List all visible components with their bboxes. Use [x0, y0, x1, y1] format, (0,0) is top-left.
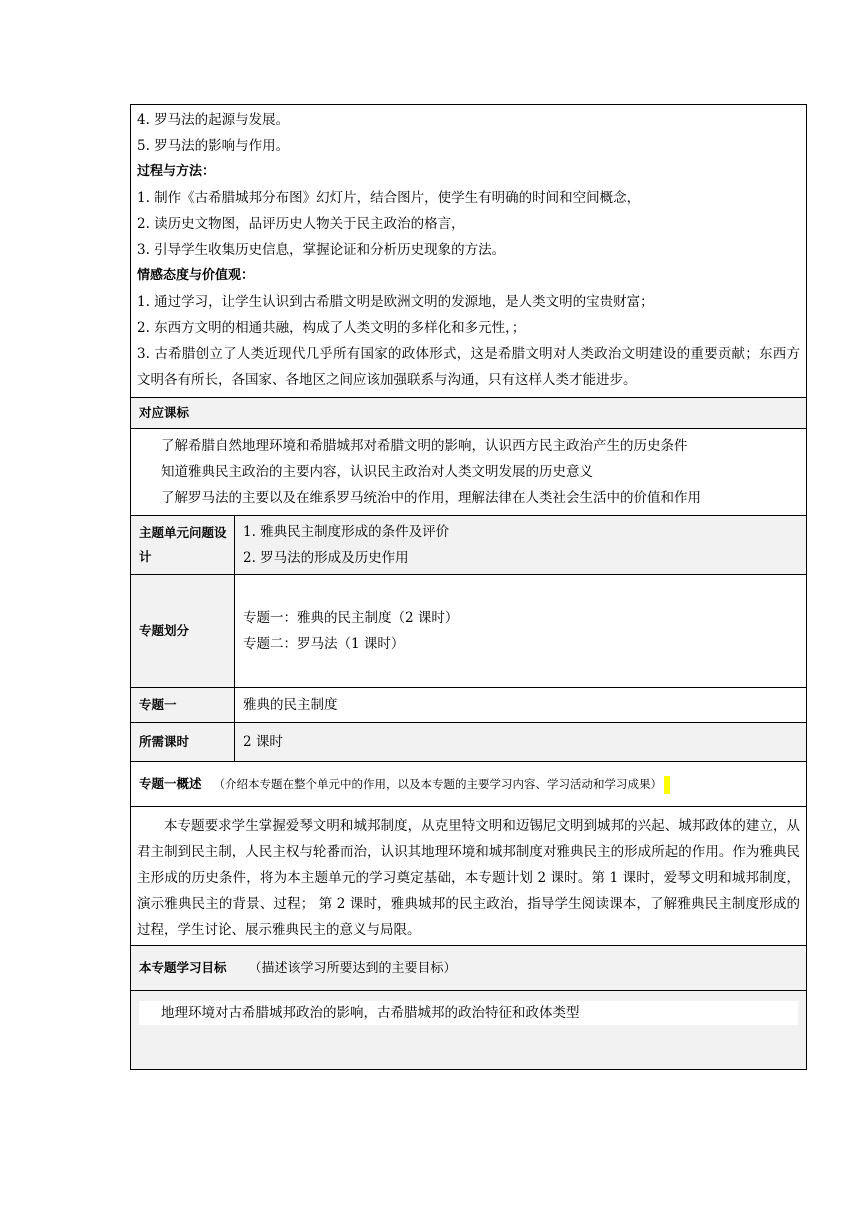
standards-list: [131, 429, 806, 513]
unit-question-item: 1. 雅典民主制度形成的条件及评价: [243, 524, 450, 540]
topic-item: 专题二：罗马法（1 课时）: [243, 636, 405, 652]
goals-header-row: [131, 946, 807, 991]
hours-label: 所需课时: [131, 723, 235, 762]
process-item: 2. 读历史文物图，品评历史人物关于民主政治的格言，: [137, 216, 465, 232]
topic1-label: 专题一: [131, 688, 235, 723]
topics-row: [131, 575, 807, 688]
objective-item: 4. 罗马法的起源与发展。: [137, 112, 290, 128]
unit-questions-list: [235, 516, 807, 575]
emotion-value-heading: 情感态度与价值观：: [137, 268, 255, 283]
topic-item: 专题一：雅典的民主制度（2 课时）: [243, 610, 459, 626]
objectives-cell: [131, 105, 806, 395]
process-method-heading: 过程与方法：: [137, 164, 216, 179]
standards-header-row: [131, 398, 807, 429]
topics-label: 专题划分: [131, 575, 235, 688]
objectives-row: [131, 105, 807, 398]
overview-label: 专题一概述: [139, 776, 202, 791]
goals-note: （描述该学习所要达到的主要目标）: [248, 960, 457, 976]
objective-item: 5. 罗马法的影响与作用。: [137, 138, 290, 154]
hours-value: 2 课时: [235, 723, 807, 762]
lesson-plan-table: [130, 104, 807, 1070]
overview-text-row: [131, 807, 807, 946]
goals-header: [131, 946, 807, 991]
emotion-item: 2. 东西方文明的相通共融，构成了人类文明的多样化和多元性，；: [137, 320, 526, 336]
highlight-mark: [664, 776, 670, 794]
hours-row: [131, 723, 807, 762]
topic1-row: [131, 688, 807, 723]
unit-questions-row: [131, 516, 807, 575]
unit-question-item: 2. 罗马法的形成及历史作用: [243, 550, 409, 566]
goals-label: 本专题学习目标: [139, 959, 227, 975]
topic1-value: 雅典的民主制度: [235, 688, 807, 723]
standard-item: 了解罗马法的主要以及在维系罗马统治中的作用，理解法律在人类社会生活中的价值和作用: [161, 490, 701, 506]
standard-item: 知道雅典民主政治的主要内容，认识民主政治对人类文明发展的历史意义: [161, 464, 593, 480]
process-item: 3. 引导学生收集历史信息，掌握论证和分析历史现象的方法。: [137, 242, 506, 258]
standard-item: 了解希腊自然地理环境和希腊城邦对希腊文明的影响，认识西方民主政治产生的历史条件: [161, 438, 688, 454]
emotion-item: 3. 古希腊创立了人类近现代几乎所有国家的政体形式，这是希腊文明对人类政治文明建设的重要贡献；东西方文明各有所长，各国家、各地区之间应该加强联系与沟通，只有这样人类才能进步。: [137, 346, 801, 388]
goals-text: 地理环境对古希腊城邦政治的影响，古希腊城邦的政治特征和政体类型: [139, 1001, 798, 1025]
unit-questions-label: 主题单元问题设计: [131, 516, 235, 575]
overview-header-row: [131, 762, 807, 807]
goals-content-row: [131, 991, 807, 1070]
process-item: 1. 制作《古希腊城邦分布图》幻灯片，结合图片，使学生有明确的时间和空间概念，: [137, 190, 641, 206]
standards-label: 对应课标: [131, 398, 807, 429]
topics-list: [235, 575, 807, 688]
emotion-item: 1. 通过学习，让学生认识到古希腊文明是欧洲文明的发源地，是人类文明的宝贵财富；: [137, 294, 654, 310]
overview-header: [131, 762, 807, 807]
standards-content-row: [131, 429, 807, 516]
overview-note: （介绍本专题在整个单元中的作用，以及本专题的主要学习内容、学习活动和学习成果）: [213, 777, 663, 791]
overview-text: 本专题要求学生掌握爱琴文明和城邦制度，从克里特文明和迈锡尼文明到城邦的兴起、城邦政体的建立，从君主制到民主制，人民主权与轮番而治，认识其地理环境和城邦制度对雅典民主的形成所起的作用。作为雅典民主形成的历史条件，将为本主题单元的学习奠定基础，本专题计划 2 课时。第 1 课时，爱琴文明和城邦制度，演示雅典民主的背景、过程； 第 2 课时，雅典城邦的民主政治，指导学生阅读课本，了解雅典民主制度形成的过程，学生讨论、展示雅典民主的意义与局限。: [137, 818, 801, 938]
